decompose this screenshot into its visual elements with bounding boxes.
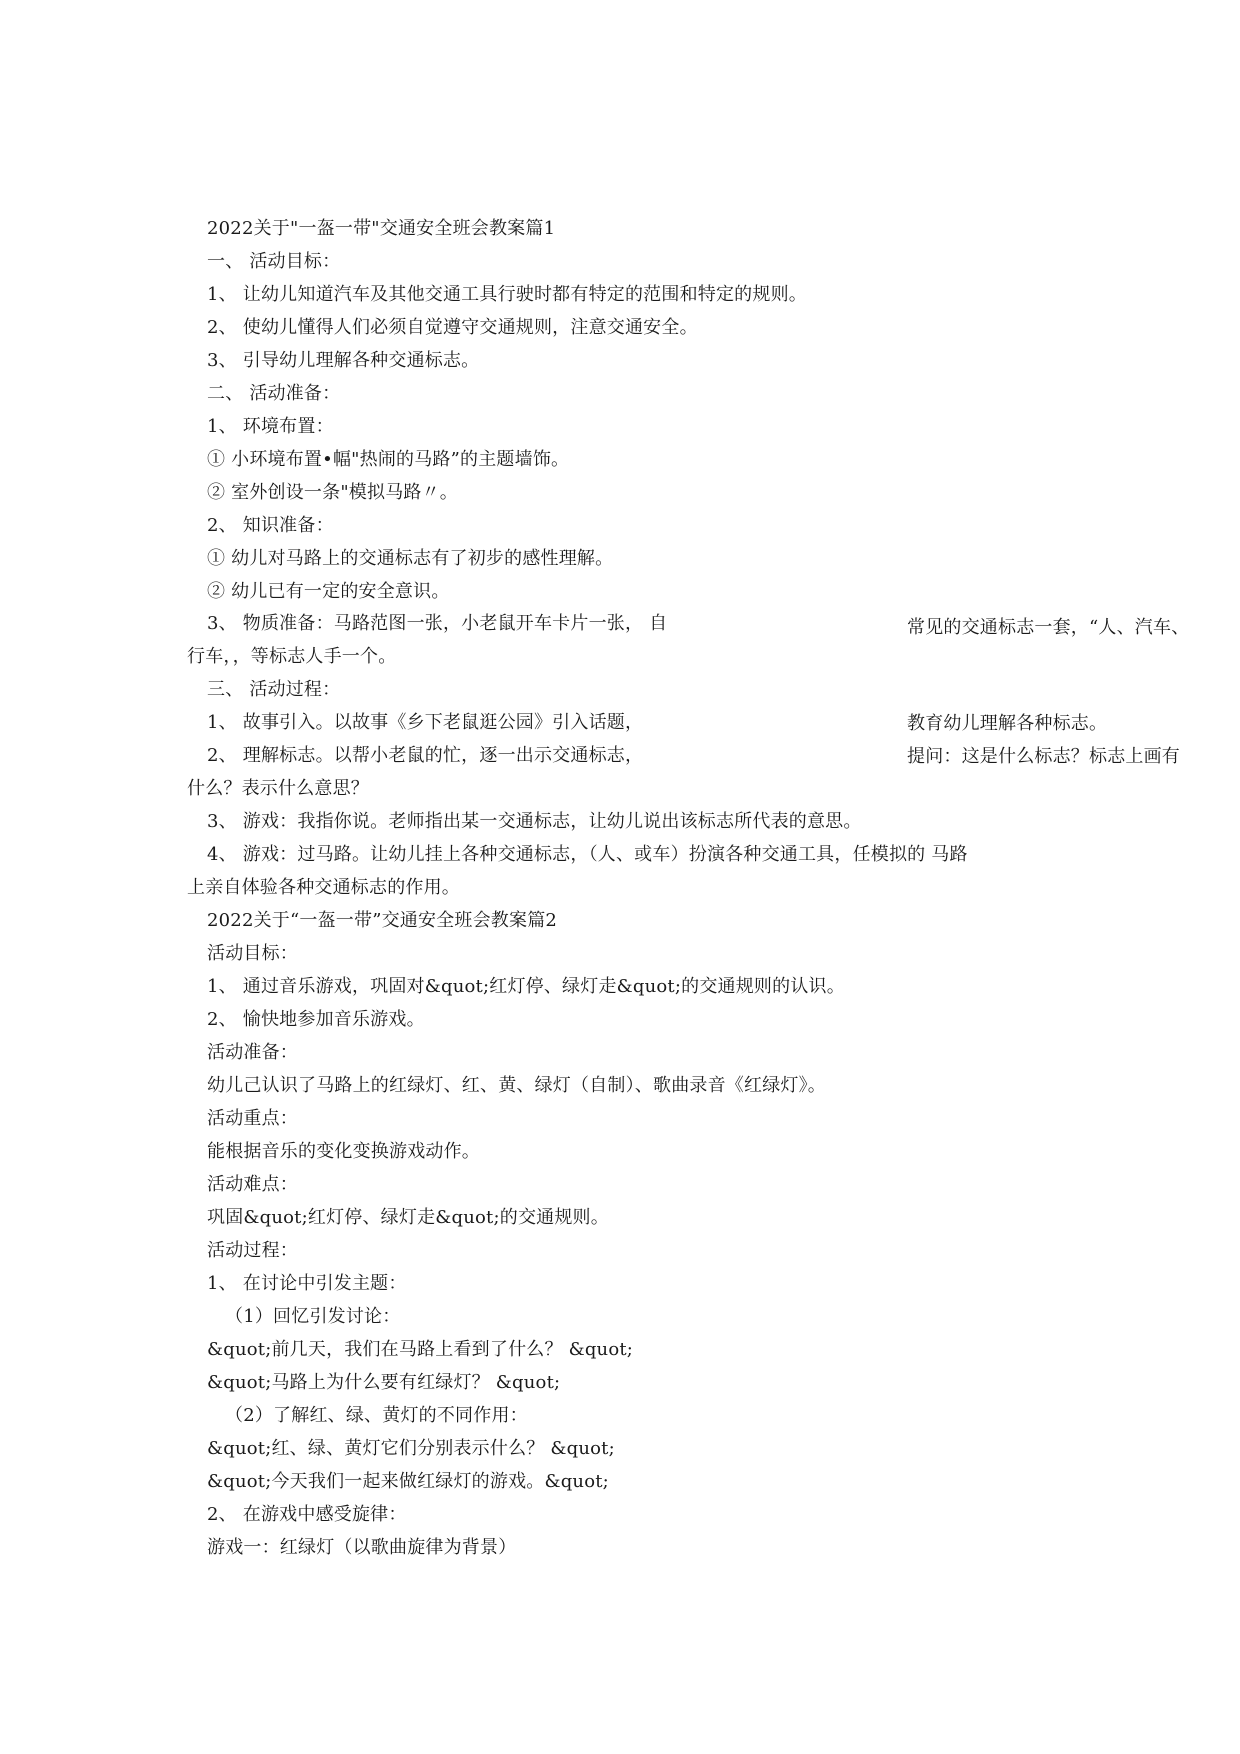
- section2-title: 2022关于“一盔一带”交通安全班会教案篇2: [207, 910, 558, 931]
- section1-goal-1: 1、 让幼儿知道汽车及其他交通工具行驶时都有特定的范围和特定的规则。: [207, 284, 807, 305]
- section2-proc-2: 2、 在游戏中感受旋律：: [207, 1504, 407, 1525]
- section2-goal-2: 2、 愉快地参加音乐游戏。: [207, 1009, 425, 1030]
- section1-prep-1-a: ① 小环境布置•幅"热闹的马路”的主题墙饰。: [207, 449, 570, 470]
- section2-difficulty: 巩固&quot;红灯停、绿灯走&quot;的交通规则。: [207, 1207, 609, 1228]
- section2-game-1: 游戏一：红绿灯（以歌曲旋律为背景）: [207, 1537, 517, 1558]
- section2-key: 能根据音乐的变化变换游戏动作。: [207, 1141, 480, 1162]
- section2-question-4: &quot;今天我们一起来做红绿灯的游戏。&quot;: [207, 1471, 609, 1492]
- section1-title: 2022关于"一盔一带"交通安全班会教案篇1: [207, 218, 556, 239]
- section2-proc-1-a: （1）回忆引发讨论：: [225, 1306, 401, 1327]
- section1-prep-3-left: 3、 物质准备：马路范图一张，小老鼠开车卡片一张， 自: [207, 613, 668, 634]
- section1-proc-4-cont: 上亲自体验各种交通标志的作用。: [187, 877, 460, 898]
- section2-proc-1-b: （2）了解红、绿、黄灯的不同作用：: [225, 1405, 528, 1426]
- section1-prep-3-right: 常见的交通标志一套，“人、汽车、: [907, 617, 1190, 638]
- section1-proc-1-right: 教育幼儿理解各种标志。: [907, 713, 1108, 734]
- section1-proc-3: 3、 游戏：我指你说。老师指出某一交通标志，让幼儿说出该标志所代表的意思。: [207, 811, 862, 832]
- section1-heading-prep: 二、 活动准备：: [207, 383, 341, 404]
- section1-proc-4: 4、 游戏：过马路。让幼儿挂上各种交通标志，（人、或车）扮演各种交通工具，任模拟的 马路: [207, 844, 968, 865]
- section2-question-3: &quot;红、绿、黄灯它们分别表示什么？ &quot;: [207, 1438, 615, 1459]
- section2-heading-difficulty: 活动难点：: [207, 1174, 298, 1195]
- section1-prep-3-cont: 行车，，等标志人手一个。: [187, 646, 397, 667]
- section1-proc-2-left: 2、 理解标志。以帮小老鼠的忙，逐一出示交通标志，: [207, 745, 644, 766]
- section1-prep-1: 1、 环境布置：: [207, 416, 334, 437]
- section1-prep-2: 2、 知识准备：: [207, 515, 334, 536]
- section1-goal-2: 2、 使幼儿懂得人们必须自觉遵守交通规则，注意交通安全。: [207, 317, 698, 338]
- section2-goal-1: 1、 通过音乐游戏，巩固对&quot;红灯停、绿灯走&quot;的交通规则的认识。: [207, 976, 845, 997]
- section1-prep-1-b: ② 室外创设一条"模拟马路〃。: [207, 482, 458, 503]
- section2-heading-process: 活动过程：: [207, 1240, 298, 1261]
- section2-question-1: &quot;前几天，我们在马路上看到了什么？ &quot;: [207, 1339, 634, 1360]
- section2-heading-key: 活动重点：: [207, 1108, 298, 1129]
- section1-prep-2-b: ② 幼儿已有一定的安全意识。: [207, 581, 450, 602]
- section2-prep: 幼儿己认识了马路上的红绿灯、红、黄、绿灯（自制）、歌曲录音《红绿灯》。: [207, 1075, 826, 1096]
- section2-heading-prep: 活动准备：: [207, 1042, 298, 1063]
- section2-heading-goals: 活动目标：: [207, 943, 298, 964]
- section1-heading-process: 三、 活动过程：: [207, 679, 341, 700]
- section1-prep-2-a: ① 幼儿对马路上的交通标志有了初步的感性理解。: [207, 548, 614, 569]
- section2-question-2: &quot;马路上为什么要有红绿灯？ &quot;: [207, 1372, 561, 1393]
- section1-proc-2-right: 提问：这是什么标志？标志上画有: [907, 746, 1180, 767]
- section1-goal-3: 3、 引导幼儿理解各种交通标志。: [207, 350, 480, 371]
- section1-proc-2-cont: 什么？表示什么意思？: [187, 778, 369, 799]
- section2-proc-1: 1、 在讨论中引发主题：: [207, 1273, 407, 1294]
- section1-heading-goals: 一、 活动目标：: [207, 251, 341, 272]
- section1-proc-1-left: 1、 故事引入。以故事《乡下老鼠逛公园》引入话题，: [207, 712, 644, 733]
